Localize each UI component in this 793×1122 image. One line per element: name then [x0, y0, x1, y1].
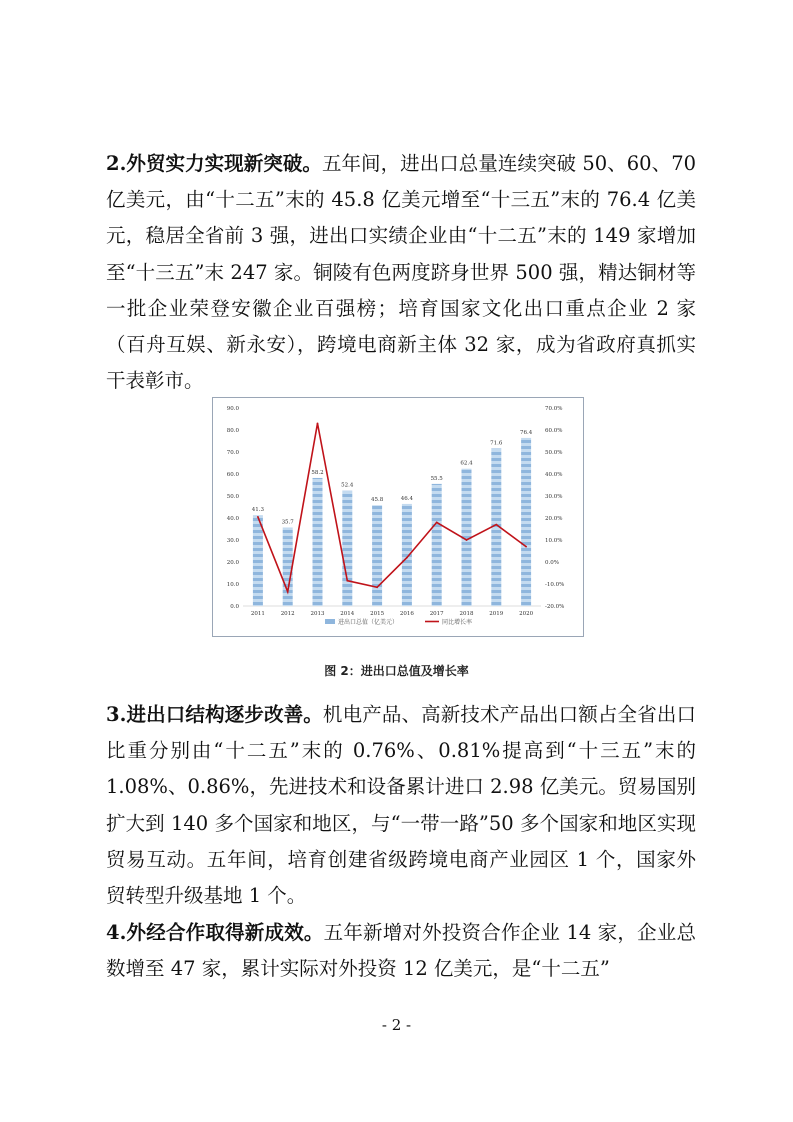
- legend-bar-swatch: [325, 619, 335, 624]
- growth-rate-point: [287, 591, 289, 593]
- y-right-tick-label: 30.0%: [545, 494, 563, 500]
- y-left-tick-label: 70.0: [226, 450, 239, 456]
- paragraph-body: 五年间，进出口总量连续突破 50、60、70 亿美元，由“十二五”末的 45.8 亿美元增至“十三五”末的 76.4 亿美元，稳居全省前 3 强，进出口实绩企业由“十二五”末的 149 家增加至“十三五”末 247 家。铜陵有色两度跻身世界 500 强，精达铜材等一批企业荣登安徽企业百强榜；培育国家文化出口重点企业 2 家（百舟互娱、新永安），跨境电商新主体 32 家，成为省政府真抓实干表彰市。: [106, 152, 697, 393]
- legend-line-label: 同比增长率: [442, 619, 473, 626]
- y-right-tick-label: 70.0%: [545, 406, 563, 412]
- x-tick-label: 2015: [370, 611, 385, 617]
- trade-chart: [212, 397, 584, 637]
- y-left-tick-label: 0.0: [230, 604, 239, 610]
- bar: [402, 504, 412, 606]
- x-tick-label: 2017: [429, 611, 444, 617]
- bar: [342, 491, 352, 606]
- bar: [313, 478, 323, 606]
- y-left-tick-label: 80.0: [226, 428, 239, 434]
- y-right-tick-label: 50.0%: [545, 450, 563, 456]
- y-right-tick-label: 40.0%: [545, 472, 563, 478]
- bar: [432, 484, 442, 606]
- bar-data-label: 58.2: [311, 469, 324, 476]
- growth-rate-point: [436, 522, 438, 524]
- x-tick-label: 2018: [459, 611, 474, 617]
- paragraph-lead: 3.进出口结构逐步改善。: [106, 703, 323, 726]
- paragraph-body: 五年新增对外投资合作企业 14 家，企业总数增至 47 家，累计实际对外投资 12 亿美元，是“十二五”: [106, 921, 696, 981]
- y-right-tick-label: -20.0%: [545, 604, 565, 610]
- growth-rate-point: [317, 423, 319, 425]
- y-right-tick-label: 10.0%: [545, 538, 563, 544]
- growth-rate-point: [495, 524, 497, 526]
- bar-data-label: 52.4: [341, 482, 354, 489]
- legend-bar-label: 进出口总值（亿美元）: [338, 619, 399, 626]
- growth-rate-line: [258, 423, 526, 591]
- paragraph-trade-structure: [106, 697, 696, 914]
- growth-rate-point: [466, 539, 468, 541]
- y-left-tick-label: 40.0: [226, 516, 239, 522]
- bar-data-label: 41.3: [251, 507, 265, 514]
- y-left-tick-label: 30.0: [226, 538, 239, 544]
- y-left-tick-label: 20.0: [226, 560, 239, 566]
- paragraph-body: 机电产品、高新技术产品出口额占全省出口比重分别由“十二五”末的 0.76%、0.81%提高到“十三五”末的 1.08%、0.86%，先进技术和设备累计进口 2.98 亿美元。贸易国别扩大到 140 多个国家和地区，与“一带一路”50 多个国家和地区实现贸易互动。五年间，培育创建省级跨境电商产业园区 1 个，国家外贸转型升级基地 1 个。: [106, 703, 696, 908]
- x-tick-label: 2012: [280, 611, 295, 617]
- bar-data-label: 35.7: [281, 519, 294, 526]
- growth-rate-point: [525, 546, 527, 548]
- bar: [521, 438, 531, 606]
- x-tick-label: 2020: [519, 611, 534, 617]
- growth-rate-point: [346, 580, 348, 582]
- growth-rate-point: [376, 586, 378, 588]
- bar: [253, 515, 263, 606]
- bar-data-label: 45.8: [370, 497, 384, 504]
- bar-data-label: 55.5: [430, 475, 443, 482]
- y-left-tick-label: 50.0: [226, 494, 239, 500]
- x-tick-label: 2016: [399, 611, 414, 617]
- growth-rate-point: [257, 516, 259, 518]
- x-tick-label: 2019: [489, 611, 504, 617]
- figure-caption: 图 2：进出口总值及增长率: [324, 664, 469, 678]
- y-right-tick-label: 20.0%: [545, 516, 563, 522]
- bar-data-label: 62.4: [460, 460, 473, 467]
- paragraph-foreign-trade: [106, 146, 696, 399]
- y-left-tick-label: 60.0: [226, 472, 239, 478]
- growth-rate-point: [406, 557, 408, 559]
- y-left-tick-label: 10.0: [226, 582, 239, 588]
- paragraph-lead: 2.外贸实力实现新突破。: [106, 152, 322, 175]
- y-right-tick-label: 0.0%: [545, 560, 559, 566]
- y-right-tick-label: 60.0%: [545, 428, 563, 434]
- y-left-tick-label: 90.0: [226, 406, 239, 412]
- paragraph-foreign-economic: [106, 915, 696, 987]
- bar-data-label: 76.4: [519, 429, 533, 436]
- x-tick-label: 2013: [310, 611, 325, 617]
- y-right-tick-label: -10.0%: [545, 582, 565, 588]
- bar-data-label: 46.4: [400, 495, 414, 502]
- bar: [283, 527, 293, 606]
- x-tick-label: 2011: [250, 611, 265, 617]
- paragraph-lead: 4.外经合作取得新成效。: [106, 921, 324, 944]
- chart-svg: [213, 398, 583, 636]
- bar: [372, 505, 382, 606]
- x-tick-label: 2014: [340, 611, 355, 617]
- bar-data-label: 71.6: [490, 440, 503, 447]
- page-number: - 2 -: [381, 1016, 412, 1034]
